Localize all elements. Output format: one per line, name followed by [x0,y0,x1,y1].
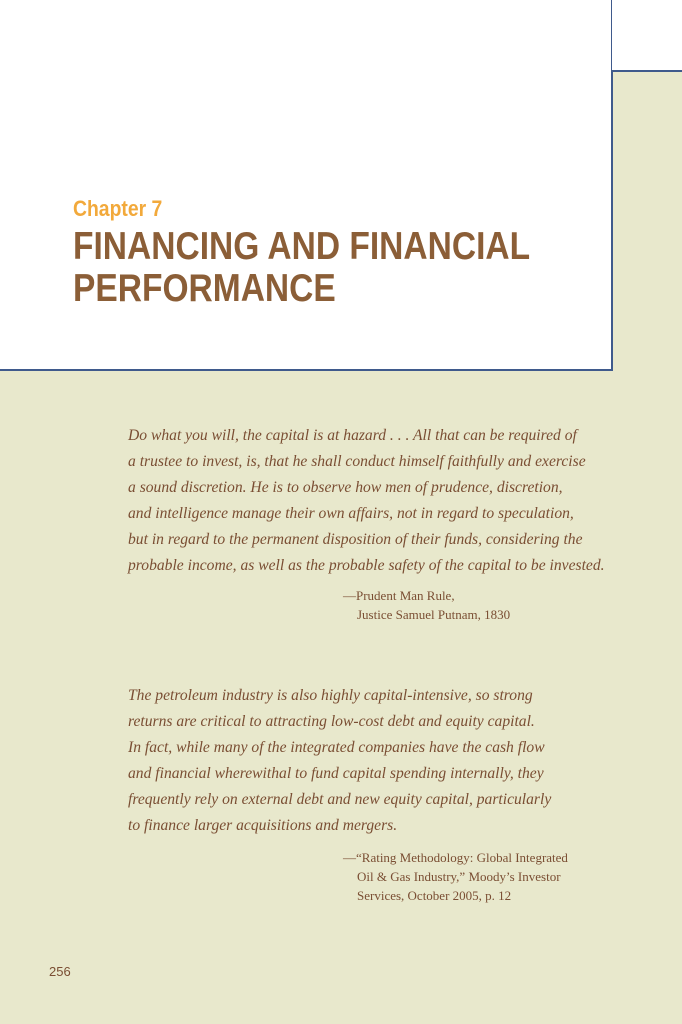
epigraph-quote-1 [128,423,608,579]
quote-line: The petroleum industry is also highly capital-intensive, so strong [128,687,533,704]
chapter-label: Chapter 7 [73,196,163,221]
attribution-line: Services, October 2005, p. 12 [357,888,512,903]
quote-line: and intelligence manage their own affairs, not in regard to speculation, [128,505,574,522]
chapter-title-line: FINANCING AND FINANCIAL [73,225,531,268]
quote-line: a trustee to invest, is, that he shall conduct himself faithfully and exercise [128,453,586,470]
epigraph-quote-2 [128,683,608,839]
top-corner-strip [612,0,682,72]
attribution-line: Justice Samuel Putnam, 1830 [357,607,511,622]
attribution-line: —Prudent Man Rule, [343,588,455,603]
quote-line: In fact, while many of the integrated companies have the cash flow [128,739,545,756]
quote-line: frequently rely on external debt and new equity capital, particularly [128,791,552,808]
chapter-title-box [0,0,613,371]
quote-line: probable income, as well as the probable safety of the capital to be invested. [128,557,605,574]
attribution-line: Oil & Gas Industry,” Moody’s Investor [357,869,561,884]
quote-line: a sound discretion. He is to observe how men of prudence, discretion, [128,479,563,496]
quote-line: returns are critical to attracting low-cost debt and equity capital. [128,713,535,730]
epigraph-attribution-2 [343,848,568,905]
quote-line: Do what you will, the capital is at hazard . . . All that can be required of [128,427,577,444]
epigraph-attribution-1 [343,586,510,624]
quote-line: but in regard to the permanent disposition of their funds, considering the [128,531,583,548]
page-number: 256 [49,964,71,979]
quote-line: to finance larger acquisitions and mergers. [128,817,398,834]
chapter-title-line: PERFORMANCE [73,267,336,310]
quote-line: and financial wherewithal to fund capital spending internally, they [128,765,544,782]
chapter-title [73,226,555,310]
attribution-line: —“Rating Methodology: Global Integrated [343,850,568,865]
